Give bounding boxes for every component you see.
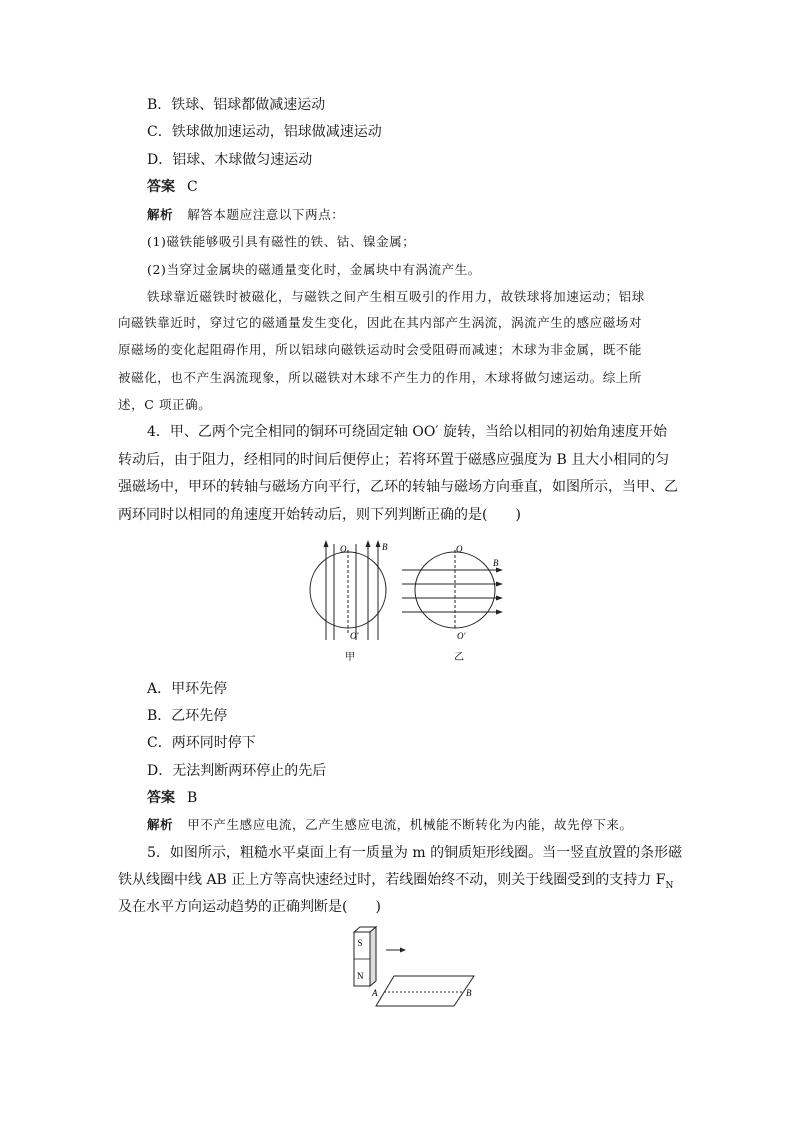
q4-stem-line-4: 两环同时以相同的角速度开始转动后，则下列判断正确的是( ) xyxy=(118,507,521,523)
axis-bottom-label: O′ xyxy=(350,631,359,641)
answer-value: C xyxy=(187,179,198,195)
q4-option-c: C．两环同时停下 xyxy=(147,735,256,751)
q4-option-d: D．无法判断两环停止的先后 xyxy=(147,763,327,779)
magnet-s-label: S xyxy=(357,938,363,948)
q3-analysis-line-4: 铁球靠近磁铁时被磁化，与磁铁之间产生相互吸引的作用力，故铁球将加速运动；铝球 xyxy=(147,289,645,304)
caption-yi: 乙 xyxy=(454,652,464,663)
q4-ring-figure xyxy=(300,530,522,670)
ring-jia-diagram xyxy=(310,540,388,663)
q4-stem-line-3: 强磁场中，甲环的转轴与磁场方向平行，乙环的转轴与磁场方向垂直，如图所示，当甲、乙 xyxy=(118,479,678,495)
arrowhead xyxy=(496,596,503,601)
q3-analysis-line-5: 向磁铁靠近时，穿过它的磁通量发生变化，因此在其内部产生涡流，涡流产生的感应磁场对 xyxy=(118,315,643,330)
field-label: B xyxy=(493,558,499,568)
q5-stem-line-1: 5．如图所示，粗糙水平桌面上有一质量为 m 的铜质矩形线圈。当一竖直放置的条形磁 xyxy=(147,845,683,861)
caption-jia: 甲 xyxy=(345,652,355,663)
q4-analysis xyxy=(147,815,633,835)
answer-label: 答案 xyxy=(147,790,175,806)
arrowhead xyxy=(496,610,503,615)
q4-stem-line-1: 4．甲、乙两个完全相同的铜环可绕固定轴 OO′ 旋转，当给以相同的初始角速度开始 xyxy=(147,424,667,440)
point-b-label: B xyxy=(466,988,472,998)
q3-option-c: C．铁球做加速运动，铝球做减速运动 xyxy=(147,124,382,140)
q3-analysis-line-1 xyxy=(147,205,344,225)
coil-outline xyxy=(376,976,474,1006)
answer-value: B xyxy=(187,790,198,806)
axis-top-label: O xyxy=(456,544,463,554)
q3-option-d: D．铝球、木球做匀速运动 xyxy=(147,152,313,168)
arrowhead xyxy=(496,582,503,587)
arrowhead xyxy=(496,568,503,573)
q4-option-b: B．乙环先停 xyxy=(147,708,228,724)
magnet-side xyxy=(370,927,376,986)
bar-magnet xyxy=(354,927,376,986)
analysis-label: 解析 xyxy=(147,207,174,222)
q5-stem-line-2 xyxy=(118,870,673,896)
q3-analysis-line-3: (2)当穿过金属块的磁通量变化时，金属块中有涡流产生。 xyxy=(147,262,481,277)
arrowhead xyxy=(366,540,371,547)
rectangular-coil xyxy=(371,976,474,1006)
q3-analysis-line-6: 原磁场的变化起阻碍作用，所以铝球向磁铁运动时会受阻碍而减速；木球为非金属，既不能 xyxy=(118,342,643,357)
analysis-label: 解析 xyxy=(147,817,174,832)
answer-label: 答案 xyxy=(147,179,175,195)
axis-bottom-label: O′ xyxy=(457,631,466,641)
stem-subscript: N xyxy=(665,880,674,891)
q4-option-a: A．甲环先停 xyxy=(147,681,228,697)
q3-option-b: B．铁球、铝球都做减速运动 xyxy=(147,97,326,113)
analysis-text: 甲不产生感应电流，乙产生感应电流，机械能不断转化为内能，故先停下来。 xyxy=(187,817,633,832)
q5-magnet-coil-figure xyxy=(340,924,480,1024)
q3-analysis-line-8: 述，C 项正确。 xyxy=(118,397,212,412)
q4-stem-line-2: 转动后，由于阻力，经相同的时间后便停止；若将环置于磁感应强度为 B 且大小相同的匀 xyxy=(118,452,670,468)
ring-yi-diagram xyxy=(402,544,503,663)
magnet-n-label: N xyxy=(357,971,364,981)
q3-analysis-line-2: (1)磁铁能够吸引具有磁性的铁、钴、镍金属； xyxy=(147,234,416,249)
q4-answer xyxy=(147,788,197,808)
motion-arrowhead xyxy=(400,948,406,953)
analysis-text: 解答本题应注意以下两点： xyxy=(187,207,345,222)
q3-answer xyxy=(147,177,198,197)
q3-analysis-line-7: 被磁化，也不产生涡流现象，所以磁铁对木球不产生力的作用，木球将做匀速运动。综上所 xyxy=(118,370,643,385)
arrowhead xyxy=(324,540,329,547)
arrowhead xyxy=(376,540,381,547)
stem-text: 铁从线圈中线 AB 正上方等高快速经过时，若线圈始终不动，则关于线圈受到的支持力 F xyxy=(118,872,666,888)
q5-stem-line-3: 及在水平方向运动趋势的正确判断是( ) xyxy=(118,899,381,915)
point-a-label: A xyxy=(372,988,378,998)
field-label: B xyxy=(382,542,388,552)
axis-top-label: O xyxy=(340,544,347,554)
